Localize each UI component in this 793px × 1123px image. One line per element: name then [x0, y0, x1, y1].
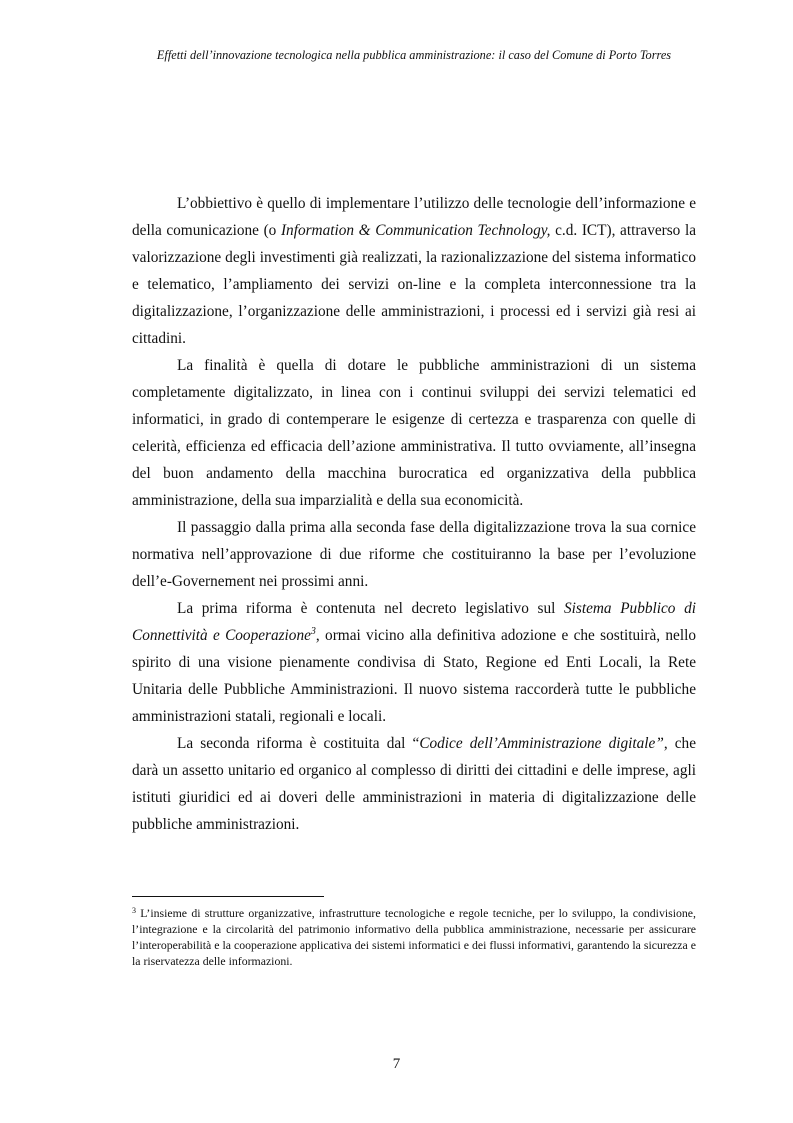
body-text — [132, 190, 696, 838]
footnote — [132, 905, 696, 969]
footnote-separator — [132, 896, 324, 897]
paragraph-3: Il passaggio dalla prima alla seconda fase della digitalizzazione trova la sua cornice normativa nell’approvazione di due riforme che costituiranno la base per l’evoluzione dell’e-Governement nei prossimi anni. — [132, 519, 696, 590]
running-header: Effetti dell’innovazione tecnologica nella pubblica amministrazione: il caso del Comune di Porto Torres — [156, 48, 672, 62]
page-number: 7 — [392, 1056, 401, 1072]
paragraph-2: La finalità è quella di dotare le pubbliche amministrazioni di un sistema completamente digitalizzato, in linea con i continui sviluppi dei servizi telematici ed informatici, in grado di contemperare le esigenze di certezza e trasparenza con quelle di celerità, efficienza ed efficacia dell’azione amministrativa. Il tutto ovviamente, all’insegna del buon andamento della macchina burocratica ed organizzativa della pubblica amministrazione, della sua imparzialità e della sua economicità. — [132, 357, 696, 509]
paragraph-4: La prima riforma è contenuta nel decreto legislativo sul Sistema Pubblico di Connettività e Cooperazione$^3$, ormai vicino alla definitiva adozione e che sostituirà, nello spirito di una visione pienamente condivisa di Stato, Regione ed Enti Locali, la Rete Unitaria delle Pubbliche Amministrazioni. Il nuovo sistema raccorderà tutte le pubbliche amministrazioni statali, regionali e locali. — [132, 600, 696, 725]
footnote-number: 3 — [132, 906, 136, 915]
paragraph-1: L’obbiettivo è quello di implementare l’utilizzo delle tecnologie dell’informazione e della comunicazione (o Information & Communication Technology, c.d. ICT), attraverso la valorizzazione degli investimenti già realizzati, la razionalizzazione del sistema informatico e telematico, l’ampliamento dei servizi on-line e la completa interconnessione tra la digitalizzazione, l’organizzazione delle amministrazioni, i processi ed i servizi già resi ai cittadini. — [132, 195, 697, 347]
footnote-text: L’insieme di strutture organizzative, infrastrutture tecnologiche e regole tecniche, per lo sviluppo, la condivisione, l’integrazione e la circolarità del patrimonio informativo della pubblica amministrazione, necessarie per assicurare l’interoperabilità e la cooperazione applicativa dei sistemi informatici e dei flussi informativi, garantendo la sicurezza e la riservatezza delle informazioni. — [132, 906, 696, 968]
paragraph-5: La seconda riforma è costituita dal “Codice dell’Amministrazione digitale”, che darà un assetto unitario ed organico al complesso di diritti dei cittadini e delle imprese, agli istituti giuridici ed ai doveri delle amministrazioni in materia di digitalizzazione delle pubbliche amministrazioni. — [132, 735, 696, 833]
footnote-reference[interactable]: 3 — [310, 626, 316, 637]
